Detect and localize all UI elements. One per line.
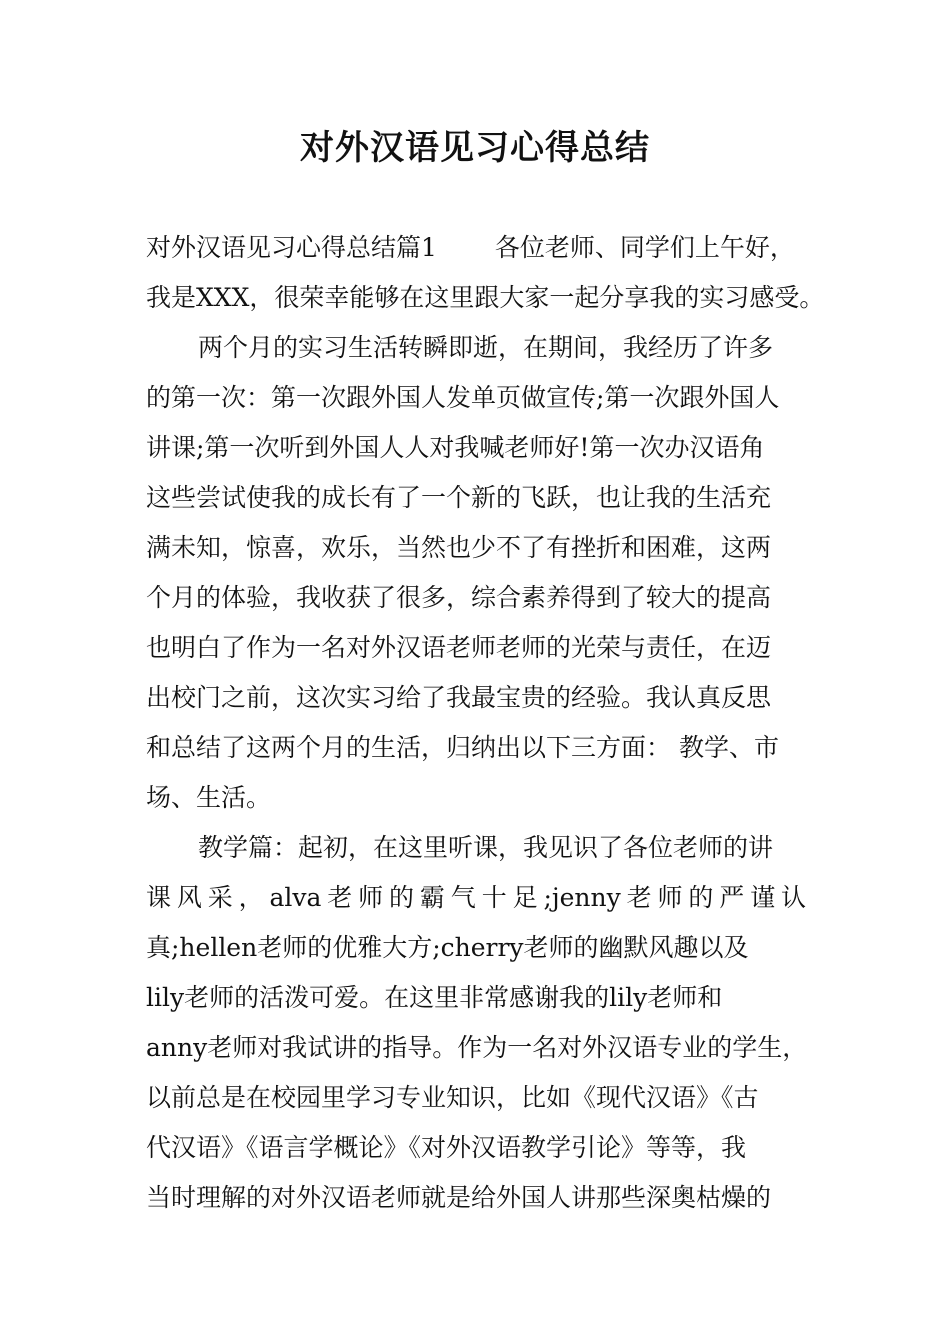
text-line [146,228,826,268]
text-line: 满未知，惊喜，欢乐，当然也少不了有挫折和困难，这两 [146,533,772,562]
text-line: 这些尝试使我的成长有了一个新的飞跃，也让我的生活充 [146,483,772,512]
text-line: 和总结了这两个月的生活，归纳出以下三方面： 教学、市 [146,733,779,762]
text-line: 的第一次：第一次跟外国人发单页做宣传;第一次跟外国人 [146,383,780,412]
text-line: 两个月的实习生活转瞬即逝，在期间，我经历了许多 [198,333,774,362]
text-line: 场、生活。 [146,783,272,812]
section-heading: 对外汉语见习心得总结篇1 [146,233,437,262]
text-line: anny老师对我试讲的指导。作为一名对外汉语专业的学生， [146,1033,808,1062]
text-line: 真;hellen老师的优雅大方;cherry老师的幽默风趣以及 [146,933,749,962]
text-line: lily老师的活泼可爱。在这里非常感谢我的lily老师和 [146,983,723,1012]
text-line: 我是XXX，很荣幸能够在这里跟大家一起分享我的实习感受。 [146,283,825,312]
text-line: 课风采，alva老师的霸气十足;jenny老师的严谨认 [146,883,806,912]
text-line: 个月的体验，我收获了很多，综合素养得到了较大的提高 [146,583,772,612]
text-line: 代汉语》《语言学概论》《对外汉语教学引论》等等，我 [146,1133,747,1162]
text-line: 也明白了作为一名对外汉语老师老师的光荣与责任，在迈 [146,633,772,662]
text-line: 以前总是在校园里学习专业知识，比如《现代汉语》《古 [146,1083,759,1112]
text-line: 讲课;第一次听到外国人人对我喊老师好!第一次办汉语角 [146,433,765,462]
greeting-text: 各位老师、同学们上午好， [494,233,795,262]
text-line: 教学篇：起初，在这里听课，我见识了各位老师的讲 [198,833,774,862]
text-line: 出校门之前，这次实习给了我最宝贵的经验。我认真反思 [146,683,772,712]
text-line: 当时理解的对外汉语老师就是给外国人讲那些深奥枯燥的 [146,1183,772,1212]
document-title: 对外汉语见习心得总结 [300,128,650,168]
